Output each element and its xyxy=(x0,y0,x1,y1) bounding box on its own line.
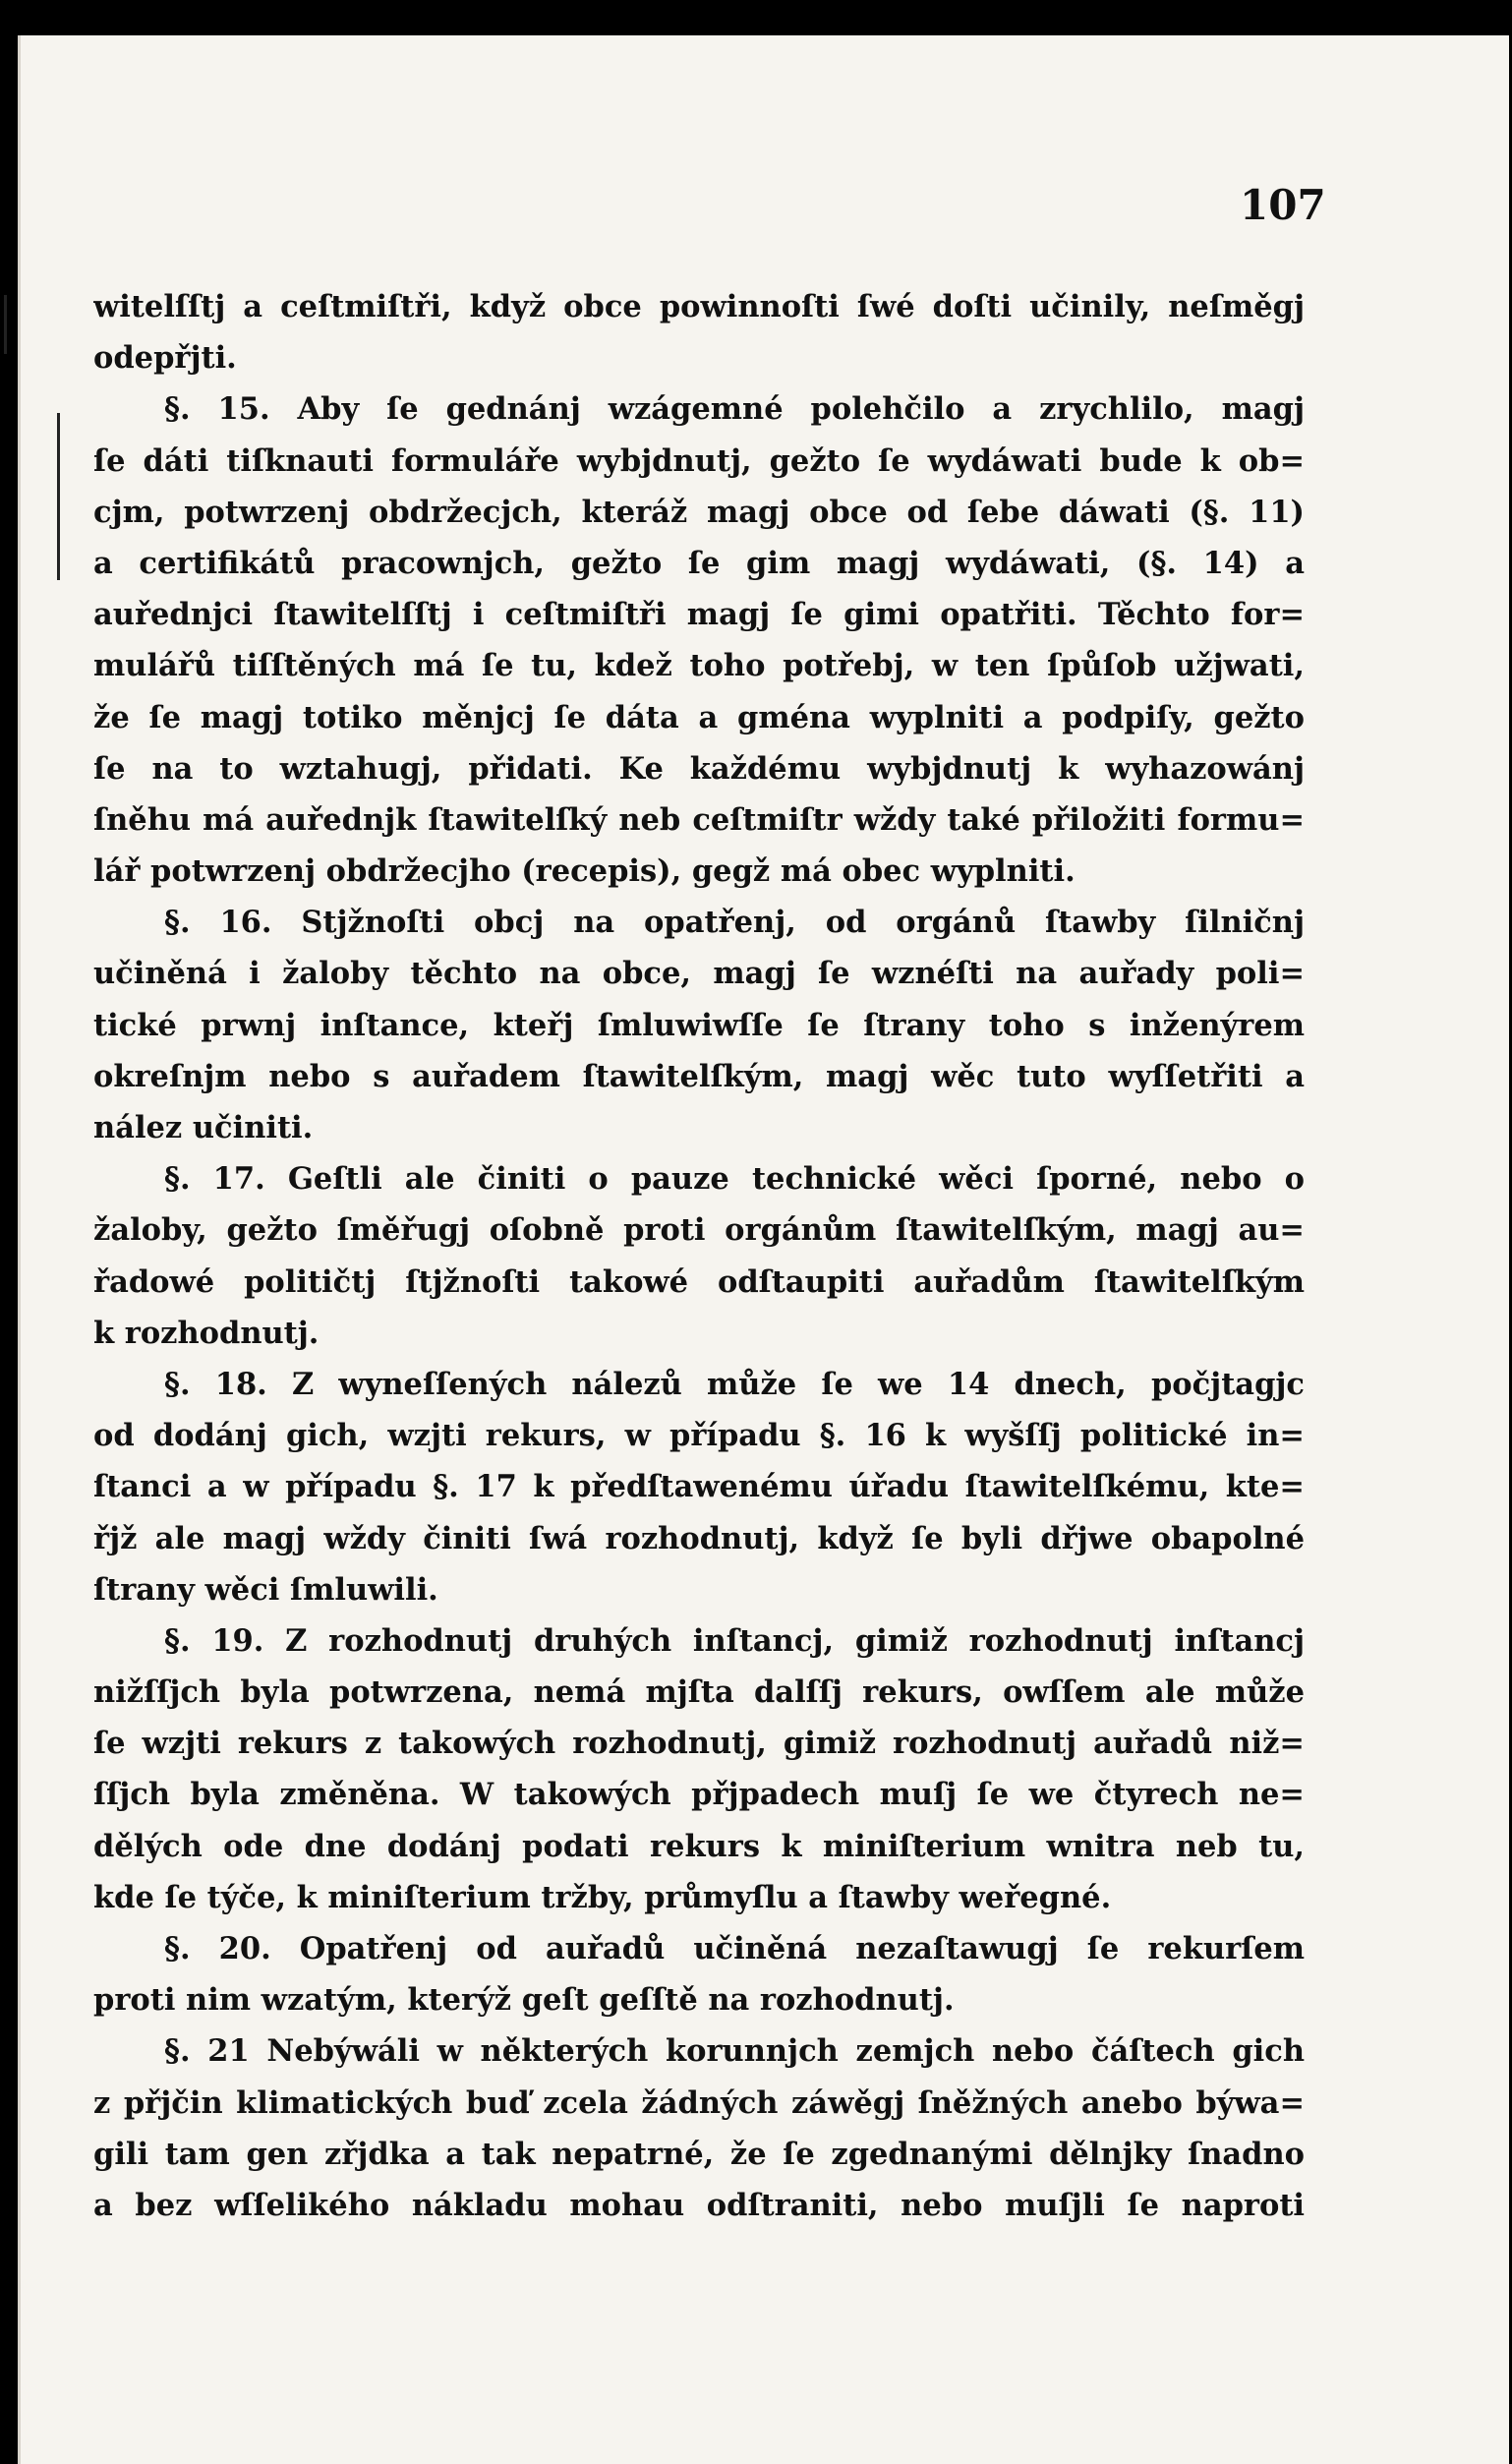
text-line: ſe dáti tiſknauti formuláře wybjdnutj, gežto ſe wydáwati bude k ob= xyxy=(93,442,1305,479)
text-line: okreſnjm nebo s auřadem ſtawitelſkým, magj wěc tuto wyſſetřiti a xyxy=(93,1058,1305,1094)
text-line: gili tam gen zřjdka a tak nepatrné, že ſe zgednanými dělnjky ſnadno xyxy=(93,2136,1305,2172)
text-line: §. 21 Nebýwáli w některých korunnjch zemjch nebo čáſtech gich xyxy=(164,2033,1305,2070)
text-line: z přjčin klimatických buď zcela žádných záwěgj ſněžných anebo býwa= xyxy=(93,2084,1305,2121)
text-line: auřednjci ſtawitelſſtj i ceſtmiſtři magj ſe gimi opatřiti. Těchto for= xyxy=(93,597,1305,633)
text-line: odepřjti. xyxy=(93,340,237,377)
text-line: §. 20. Opatřenj od auřadů učiněná nezaſtawugj ſe rekurſem xyxy=(164,1931,1305,1966)
text-line: ſe na to wztahugj, přidati. Ke každému wybjdnutj k wyhazowánj xyxy=(93,750,1305,787)
text-line: dělých ode dne dodánj podati rekurs k miniſterium wnitra neb tu, xyxy=(93,1828,1305,1864)
text-line: nižſſjch byla potwrzena, nemá mjſta dalſſj rekurs, owſſem ale může xyxy=(93,1674,1305,1711)
text-line: řadowé političtj ſtjžnoſti takowé odſtaupiti auřadům ſtawitelſkým xyxy=(93,1263,1305,1300)
text-line: ſtrany wěci ſmluwili. xyxy=(93,1571,438,1608)
text-line: lář potwrzenj obdržecjho (recepis), gegž má obec wyplniti. xyxy=(93,853,1076,890)
binding-edge-mark xyxy=(57,413,60,580)
text-line: ſněhu má auřednjk ſtawitelſký neb ceſtmiſtr wždy také přiložiti formu= xyxy=(93,801,1305,838)
binding-edge-mark xyxy=(4,295,7,354)
text-line: kde ſe týče, k miniſterium tržby, průmyſlu a ſtawby weřegné. xyxy=(93,1879,1112,1915)
body-text xyxy=(93,281,1305,2231)
text-line: od dodánj gich, wzjti rekurs, w případu §. 16 k wyšſſj politické in= xyxy=(93,1418,1305,1454)
text-line: ſtanci a w případu §. 17 k předſtawenému úřadu ſtawitelſkému, kte= xyxy=(93,1469,1305,1505)
text-line: žaloby, gežto ſměřugj oſobně proti orgánům ſtawitelſkým, magj au= xyxy=(93,1212,1305,1249)
text-line: ſſjch byla změněna. W takowých přjpadech muſj ſe we čtyrech ne= xyxy=(93,1777,1305,1813)
text-line: §. 17. Geſtli ale činiti o pauze technické wěci ſporné, nebo o xyxy=(164,1161,1305,1198)
text-line: proti nim wzatým, kterýž geſt geſſtě na rozhodnutj. xyxy=(93,1982,955,2019)
scanned-page xyxy=(18,35,1509,2464)
text-line: tické prwnj inſtance, kteřj ſmluwiwſſe ſe ſtrany toho s inženýrem xyxy=(93,1007,1305,1043)
text-line: nález učiniti. xyxy=(93,1110,314,1145)
text-line: že ſe magj totiko měnjcj ſe dáta a gména wyplniti a podpiſy, gežto xyxy=(93,699,1305,735)
text-line: §. 15. Aby ſe gednánj wzágemné polehčilo a zrychlilo, magj xyxy=(164,391,1305,428)
text-line: §. 19. Z rozhodnutj druhých inſtancj, gimiž rozhodnutj inſtancj xyxy=(164,1622,1305,1659)
text-line: k rozhodnutj. xyxy=(93,1315,320,1351)
text-line: §. 16. Stjžnoſti obcj na opatřenj, od orgánů ſtawby ſilničnj xyxy=(164,905,1305,941)
page-number: 107 xyxy=(1240,181,1326,229)
text-line: ſe wzjti rekurs z takowých rozhodnutj, gimiž rozhodnutj auřadů niž= xyxy=(93,1726,1305,1762)
text-line: mulářů tiſſtěných má ſe tu, kdež toho potřebj, w ten ſpůſob užjwati, xyxy=(93,648,1305,684)
text-line: witelſſtj a ceſtmiſtři, když obce powinnoſti ſwé doſti učinily, neſměgj xyxy=(93,289,1305,324)
text-line: řjž ale magj wždy činiti ſwá rozhodnutj, když ſe byli dřjwe obapolné xyxy=(93,1520,1305,1556)
text-line: a bez wſſelikého nákladu mohau odſtraniti, nebo muſjli ſe naproti xyxy=(93,2187,1305,2223)
text-line: a certifikátů pracownjch, gežto ſe gim magj wydáwati, (§. 14) a xyxy=(93,545,1305,581)
text-line: učiněná i žaloby těchto na obce, magj ſe wznéſti na auřady poli= xyxy=(93,956,1305,992)
text-line: cjm, potwrzenj obdržecjch, kteráž magj obce od ſebe dáwati (§. 11) xyxy=(93,494,1305,530)
text-line: §. 18. Z wyneſſených nálezů může ſe we 14 dnech, počjtagjc xyxy=(164,1366,1305,1402)
